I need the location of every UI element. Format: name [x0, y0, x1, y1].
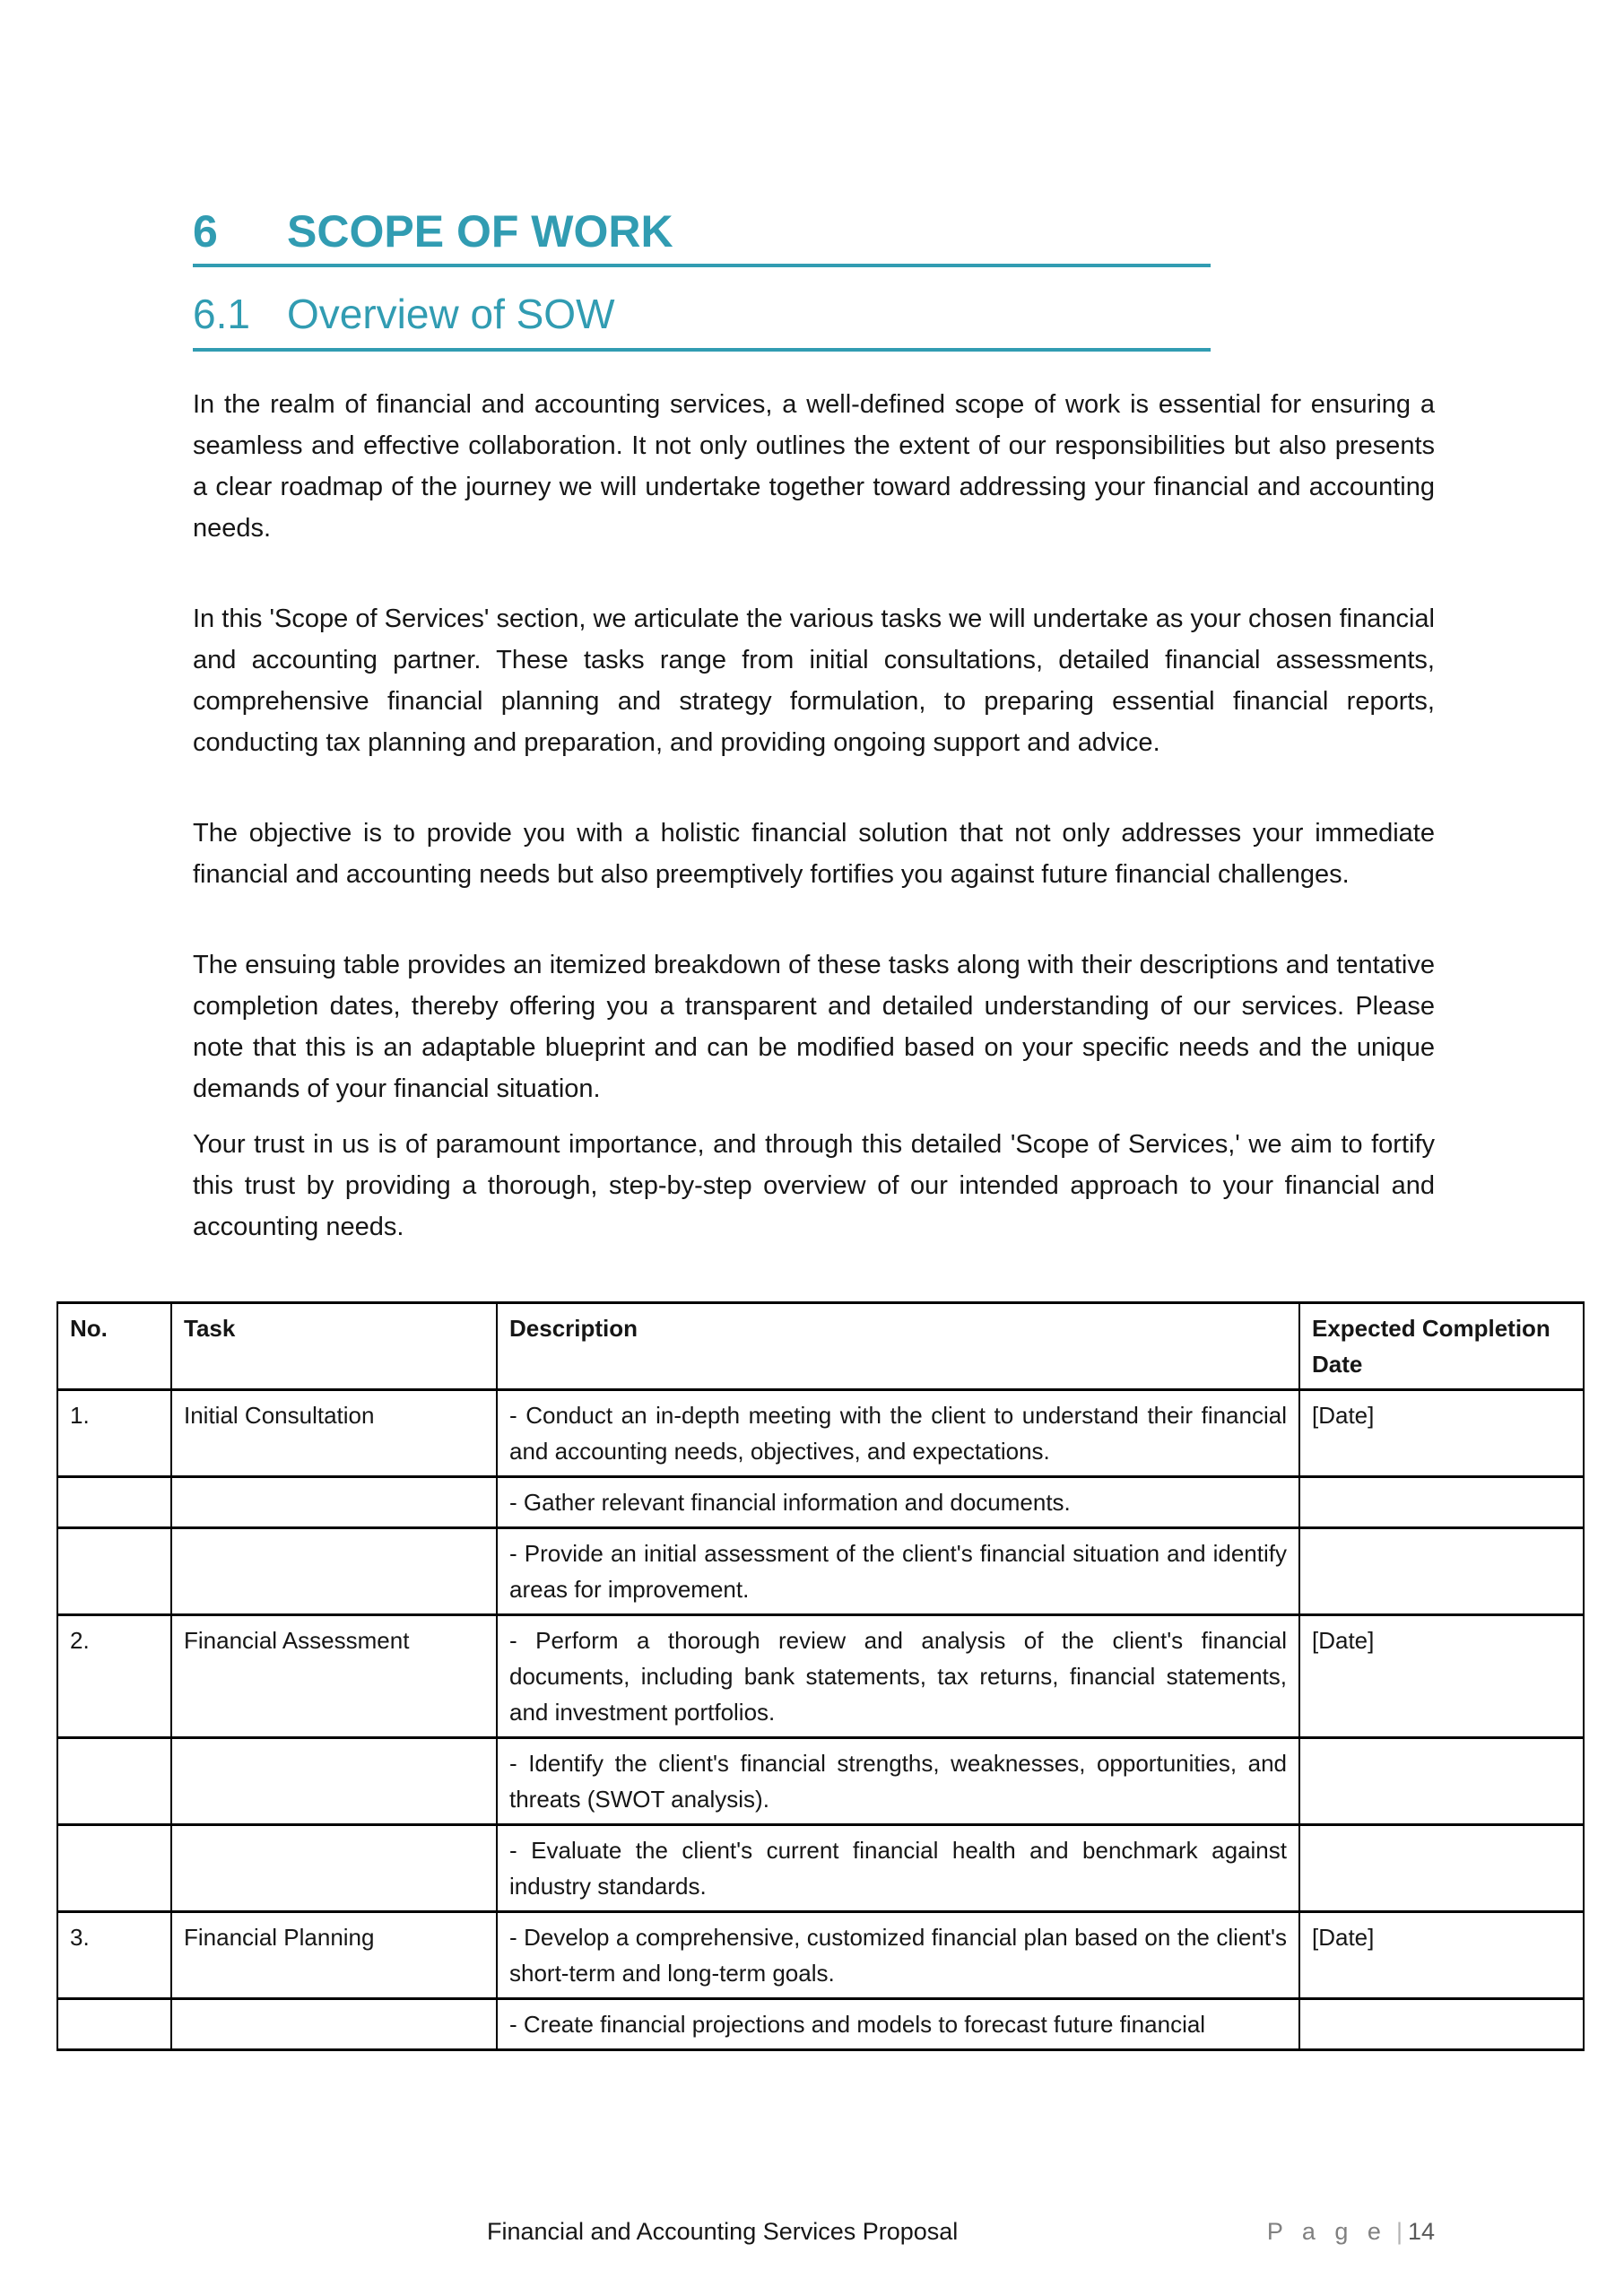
cell-no [57, 1477, 171, 1528]
cell-desc: - Create financial projections and models to forecast future financial [497, 1999, 1299, 2050]
cell-task [171, 1738, 497, 1825]
cell-desc: - Evaluate the client's current financial health and benchmark against industry standards. [497, 1825, 1299, 1912]
table-row [57, 1615, 1584, 1738]
footer-page-separator: | [1395, 2218, 1403, 2245]
subsection-number: 6.1 [193, 291, 250, 337]
cell-task [171, 1825, 497, 1912]
cell-date [1299, 1738, 1584, 1825]
paragraph-5: Your trust in us is of paramount importance, and through this detailed 'Scope of Services,' we aim to fortify this trust by providing a thorough, step-by-step overview of our intended approach to your financial and accounting needs. [193, 1130, 1435, 1241]
footer-page-indicator [1267, 2213, 1435, 2249]
column-header: Task [171, 1303, 497, 1390]
paragraph-2: In this 'Scope of Services' section, we articulate the various tasks we will undertake as your chosen financial and accounting partner. These tasks range from initial consultations, detailed financial assessments, comprehensive financial planning and strategy formulation, to preparing essential financial reports, conducting tax planning and preparation, and providing ongoing support and advice. [193, 604, 1435, 757]
page-footer [0, 2213, 1624, 2258]
table-row [57, 1477, 1584, 1528]
sow-table [56, 1301, 1585, 2051]
cell-desc: - Identify the client's financial strengths, weaknesses, opportunities, and threats (SWOT analysis). [497, 1738, 1299, 1825]
paragraph-4: The ensuing table provides an itemized breakdown of these tasks along with their descriptions and tentative completion dates, thereby offering you a transparent and detailed understanding of our services. Please note that this is an adaptable blueprint and can be modified based on your specific needs and the unique demands of your financial situation. [193, 951, 1435, 1103]
cell-task: Initial Consultation [171, 1390, 497, 1477]
section-number: 6 [193, 206, 218, 257]
cell-no [57, 1825, 171, 1912]
table-row [57, 1912, 1584, 1999]
cell-desc: - Gather relevant financial information and documents. [497, 1477, 1299, 1528]
table-header-row [57, 1303, 1584, 1390]
subsection-title: Overview of SOW [287, 291, 615, 337]
cell-date: [Date] [1299, 1390, 1584, 1477]
table-body [57, 1390, 1584, 2050]
paragraph-1: In the realm of financial and accounting services, a well-defined scope of work is essential for ensuring a seamless and effective collaboration. It not only outlines the extent of our responsibilities but also presents a clear roadmap of the journey we will undertake together toward addressing your financial and accounting needs. [193, 390, 1435, 543]
column-header: Description [497, 1303, 1299, 1390]
footer-page-word: P a g e [1266, 2218, 1387, 2245]
cell-no: 3. [57, 1912, 171, 1999]
body-text [193, 384, 1435, 1248]
column-header: Expected Completion Date [1299, 1303, 1584, 1390]
section-title: SCOPE OF WORK [287, 206, 673, 257]
cell-no [57, 1999, 171, 2050]
cell-task: Financial Planning [171, 1912, 497, 1999]
cell-task [171, 1477, 497, 1528]
table-row [57, 1738, 1584, 1825]
table-row [57, 1390, 1584, 1477]
cell-desc: - Develop a comprehensive, customized financial plan based on the client's short-term and long-term goals. [497, 1912, 1299, 1999]
paragraph-3: The objective is to provide you with a holistic financial solution that not only addresses your immediate financial and accounting needs but also preemptively fortifies you against future financial challenges. [193, 819, 1435, 889]
table-row [57, 1528, 1584, 1615]
cell-no: 1. [57, 1390, 171, 1477]
table-row [57, 1825, 1584, 1912]
cell-date: [Date] [1299, 1615, 1584, 1738]
cell-task: Financial Assessment [171, 1615, 497, 1738]
cell-date [1299, 1528, 1584, 1615]
cell-desc: - Perform a thorough review and analysis of the client's financial documents, including bank statements, tax returns, financial statements, and investment portfolios. [497, 1615, 1299, 1738]
cell-date [1299, 1477, 1584, 1528]
cell-date [1299, 1999, 1584, 2050]
cell-date: [Date] [1299, 1912, 1584, 1999]
subsection-heading [193, 291, 1211, 352]
footer-document-title: Financial and Accounting Services Proposal [487, 2218, 959, 2245]
section-heading [193, 206, 1211, 267]
cell-no: 2. [57, 1615, 171, 1738]
column-header: No. [57, 1303, 171, 1390]
cell-task [171, 1528, 497, 1615]
table-row [57, 1999, 1584, 2050]
cell-task [171, 1999, 497, 2050]
footer-page-number: 14 [1407, 2218, 1435, 2245]
cell-date [1299, 1825, 1584, 1912]
cell-no [57, 1738, 171, 1825]
cell-desc: - Provide an initial assessment of the client's financial situation and identify areas for improvement. [497, 1528, 1299, 1615]
cell-no [57, 1528, 171, 1615]
cell-desc: - Conduct an in-depth meeting with the client to understand their financial and accounting needs, objectives, and expectations. [497, 1390, 1299, 1477]
